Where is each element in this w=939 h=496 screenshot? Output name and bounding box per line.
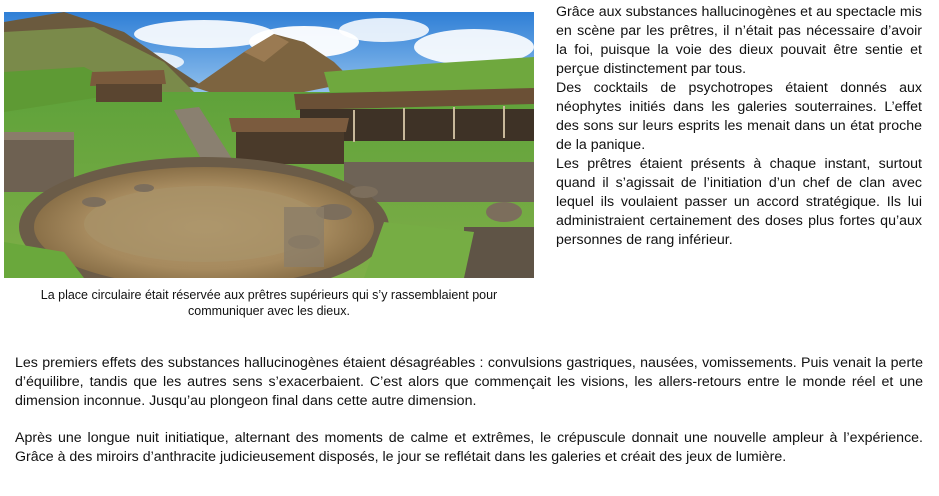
side-paragraph: Les prêtres étaient présents à chaque instant, surtout quand il s’agissait de l’initiation d’un chef de clan avec lequel ils voulaient passer un accord stratégique. Ils lui administraient certainement des doses plus fortes qu’aux personnes de rang inférieur. xyxy=(556,156,922,248)
side-column xyxy=(556,3,922,250)
side-paragraph: Grâce aux substances hallucinogènes et au spectacle mis en scène par les prêtres, il n’était pas nécessaire d’avoir la foi, puisque la voie des dieux pouvait être sentie et perçue distinctement par tous. xyxy=(556,4,922,77)
side-paragraph: Des cocktails de psychotropes étaient donnés aux néophytes initiés dans les galeries souterraines. L’effet des sons sur leurs esprits les menait dans un état proche de la panique. xyxy=(556,80,922,153)
photo-caption: La place circulaire était réservée aux prêtres supérieurs qui s’y rassemblaient pour communiquer avec les dieux. xyxy=(40,288,498,318)
body-paragraph: Les premiers effets des substances hallucinogènes étaient désagréables : convulsions gastriques, nausées, vomissements. Puis venait la perte d’équilibre, tandis que les autres sens s’exacerbaient. C’est alors que commençait les visions, les allers-retours entre le monde réel et une dimension inconnue. Jusqu’au plongeon final dans cette autre dimension. xyxy=(15,355,923,409)
ruins-photo xyxy=(4,12,534,278)
body-column xyxy=(15,354,923,467)
body-paragraph: Après une longue nuit initiatique, alternant des moments de calme et extrêmes, le crépuscule donnait une nouvelle ampleur à l’expérience. Grâce à des miroirs d’anthracite judicieusement disposés, le jour se reflétait dans les galeries et créait des jeux de lumière. xyxy=(15,430,923,465)
ruins-photo-drawing xyxy=(4,12,534,278)
